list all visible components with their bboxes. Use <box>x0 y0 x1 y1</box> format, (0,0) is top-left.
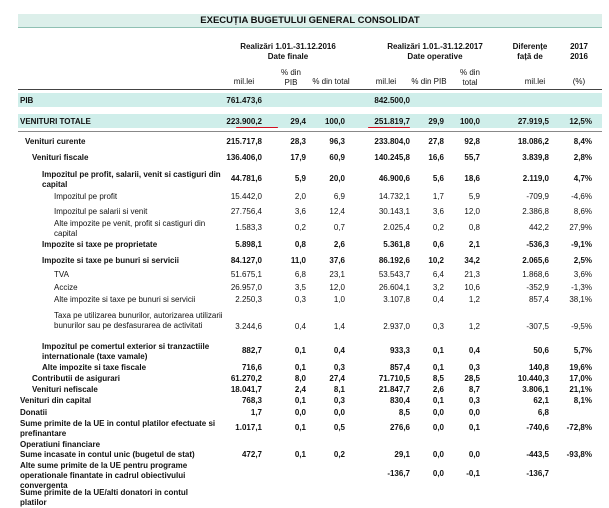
cell-ratio: 17,0% <box>569 374 592 383</box>
cell-diff: 6,8 <box>537 408 549 417</box>
cell-diff: -443,5 <box>526 450 549 459</box>
cell-p2017: 8,5 <box>432 374 444 383</box>
cell-p2017: 0,0 <box>432 408 444 417</box>
cell-v2017: 3.107,8 <box>383 295 410 304</box>
cell-v2017: 233.804,0 <box>374 137 410 146</box>
cell-t2017: 18,6 <box>464 174 480 183</box>
cell-t2016: 1,0 <box>333 295 345 304</box>
cell-p2017: 0,0 <box>432 423 444 432</box>
cell-p2016: 6,8 <box>294 270 306 279</box>
cell-diff: -740,6 <box>526 423 549 432</box>
header-divider <box>18 89 602 90</box>
header-ratio <box>560 42 598 62</box>
row-label: Impozitul pe comertul exterior si tranzactiile internationale (taxe vamale) <box>42 342 210 361</box>
cell-t2016: 2,6 <box>333 240 345 249</box>
cell-diff: 3.839,8 <box>522 153 549 162</box>
row-label: Impozitul pe profit <box>54 192 118 201</box>
cell-t2016: 0,5 <box>333 423 345 432</box>
cell-v2017: 86.192,6 <box>378 256 410 265</box>
cell-v2016: 18.041,7 <box>230 385 262 394</box>
subheader-pct-total-2017 <box>452 68 488 88</box>
subheader-pct-ratio: (%) <box>572 77 586 86</box>
row-label: Alte impozite pe venit, profit si castiguri din capital <box>54 219 206 238</box>
row-label: TVA <box>54 270 69 279</box>
cell-p2016: 3,6 <box>294 207 306 216</box>
cell-v2016: 882,7 <box>241 346 262 355</box>
cell-v2017: 830,4 <box>389 396 410 405</box>
cell-t2016: 0,3 <box>333 396 345 405</box>
cell-p2016: 0,2 <box>294 223 306 232</box>
cell-diff: -307,5 <box>526 322 549 331</box>
cell-v2017: 5.361,8 <box>383 240 410 249</box>
cell-v2016: 223.900,2 <box>226 117 262 126</box>
cell-t2017: 0,8 <box>468 223 480 232</box>
red-underline-2017 <box>368 127 410 128</box>
cell-t2016: 23,1 <box>329 270 345 279</box>
cell-v2017: 21.847,7 <box>378 385 410 394</box>
cell-v2016: 44.781,6 <box>230 174 262 183</box>
cell-t2017: 1,2 <box>468 322 480 331</box>
cell-v2016: 3.244,6 <box>235 322 262 331</box>
cell-t2016: 0,7 <box>333 223 345 232</box>
row-label: Venituri din capital <box>20 396 92 405</box>
cell-t2016: 0,0 <box>333 408 345 417</box>
row-label: Venituri fiscale <box>32 153 89 162</box>
row-label: Venituri curente <box>25 137 86 146</box>
header-diff <box>500 42 560 62</box>
cell-t2017: 100,0 <box>459 117 480 126</box>
red-underline-2016 <box>236 127 278 128</box>
cell-p2017: 6,4 <box>432 270 444 279</box>
row-label: Alte impozite si taxe fiscale <box>42 363 147 372</box>
cell-t2016: 37,6 <box>329 256 345 265</box>
cell-p2016: 0,1 <box>294 423 306 432</box>
row-label: Taxa pe utilizarea bunurilor, autorizarea utilizarii bunurilor sau pe desfasurarea de activitati <box>54 311 223 330</box>
cell-v2017: 2.025,4 <box>383 223 410 232</box>
cell-v2016: 61.270,2 <box>230 374 262 383</box>
cell-v2017: 46.900,6 <box>378 174 410 183</box>
cell-v2017: 276,6 <box>389 423 410 432</box>
cell-p2017: 27,8 <box>428 137 444 146</box>
cell-diff: 62,1 <box>533 396 549 405</box>
cell-t2016: 8,1 <box>333 385 345 394</box>
subheader-pct-pib-2017: % din PIB <box>411 77 447 86</box>
cell-ratio: -9,5% <box>571 322 592 331</box>
subheader-millei-2017: mil.lei <box>375 77 397 86</box>
cell-v2016: 2.250,3 <box>235 295 262 304</box>
cell-v2016: 15.442,0 <box>230 192 262 201</box>
cell-v2016: 5.898,1 <box>235 240 262 249</box>
header-2016 <box>218 42 358 62</box>
cell-p2016: 0,1 <box>294 346 306 355</box>
cell-ratio: 5,7% <box>573 346 592 355</box>
cell-ratio: 8,6% <box>573 207 592 216</box>
cell-diff: 50,6 <box>533 346 549 355</box>
cell-p2017: 5,6 <box>432 174 444 183</box>
cell-v2017: 933,3 <box>389 346 410 355</box>
cell-diff: 27.919,5 <box>517 117 549 126</box>
cell-v2016: 215.717,8 <box>226 137 262 146</box>
cell-p2016: 0,3 <box>294 295 306 304</box>
subheader-millei-2016: mil.lei <box>233 77 255 86</box>
cell-v2016: 1.017,1 <box>235 423 262 432</box>
cell-ratio: -93,8% <box>566 450 592 459</box>
cell-v2016: 136.406,0 <box>226 153 262 162</box>
cell-diff: -536,3 <box>526 240 549 249</box>
cell-ratio: 2,8% <box>573 153 592 162</box>
subheader-pct-total-2017-b: total <box>462 78 478 87</box>
row-label: Impozite si taxe pe proprietate <box>42 240 158 249</box>
cell-ratio: 2,5% <box>573 256 592 265</box>
cell-p2016: 17,9 <box>290 153 306 162</box>
subheader-pct-pib-2016-a: % din <box>280 68 301 77</box>
cell-ratio: 3,6% <box>573 270 592 279</box>
row-label: Sume primite de la UE in contul platilor efectuate si prefinantare <box>20 419 216 438</box>
cell-p2016: 0,8 <box>294 240 306 249</box>
cell-ratio: -1,3% <box>571 283 592 292</box>
cell-t2017: 0,0 <box>468 408 480 417</box>
cell-t2017: 21,3 <box>464 270 480 279</box>
cell-ratio: 12,5% <box>569 117 592 126</box>
cell-p2016: 2,0 <box>294 192 306 201</box>
cell-p2017: 0,4 <box>432 295 444 304</box>
cell-p2016: 11,0 <box>290 256 306 265</box>
cell-diff: 18.086,2 <box>517 137 549 146</box>
cell-t2017: 0,1 <box>468 423 480 432</box>
cell-v2017: 842.500,0 <box>374 96 410 105</box>
cell-p2017: 1,7 <box>432 192 444 201</box>
cell-v2016: 27.756,4 <box>230 207 262 216</box>
header-2016-line1: Realizări 1.01.-31.12.2016 <box>240 42 336 51</box>
header-2017 <box>365 42 505 62</box>
cell-diff: -136,7 <box>526 469 549 478</box>
row-label: Alte sume primite de la UE pentru programe operationale finantate in cadrul obiectivului convergenta <box>20 461 188 490</box>
row-label: Alte impozite si taxe pe bunuri si servicii <box>54 295 196 304</box>
cell-diff: 3.806,1 <box>522 385 549 394</box>
cell-v2016: 1,7 <box>250 408 262 417</box>
cell-p2017: 10,2 <box>428 256 444 265</box>
cell-diff: 442,2 <box>528 223 549 232</box>
cell-ratio: 8,4% <box>573 137 592 146</box>
cell-v2017: 2.937,0 <box>383 322 410 331</box>
cell-v2017: 857,4 <box>389 363 410 372</box>
cell-v2017: 53.543,7 <box>378 270 410 279</box>
cell-p2016: 0,0 <box>294 408 306 417</box>
cell-t2017: 0,4 <box>468 346 480 355</box>
row-label: Accize <box>54 283 78 292</box>
cell-p2016: 8,0 <box>294 374 306 383</box>
cell-t2016: 60,9 <box>329 153 345 162</box>
subheader-pct-pib-2016 <box>276 68 306 88</box>
cell-p2016: 3,5 <box>294 283 306 292</box>
header-diff-line1: Diferențe <box>512 42 548 51</box>
cell-ratio: -72,8% <box>566 423 592 432</box>
header-ratio-line2: 2016 <box>570 52 588 61</box>
cell-p2016: 0,1 <box>294 396 306 405</box>
cell-diff: 1.868,6 <box>522 270 549 279</box>
cell-t2016: 6,9 <box>333 192 345 201</box>
row-label: Contributii de asigurari <box>32 374 121 383</box>
cell-t2016: 12,0 <box>329 283 345 292</box>
cell-t2016: 100,0 <box>324 117 345 126</box>
cell-diff: 10.440,3 <box>517 374 549 383</box>
cell-t2017: 5,9 <box>468 192 480 201</box>
subheader-millei-diff: mil.lei <box>524 77 546 86</box>
row-label: Venituri nefiscale <box>32 385 98 394</box>
cell-t2017: 0,3 <box>468 396 480 405</box>
cell-ratio: 19,6% <box>569 363 592 372</box>
cell-ratio: -9,1% <box>571 240 592 249</box>
cell-diff: -352,9 <box>526 283 549 292</box>
cell-v2016: 472,7 <box>241 450 262 459</box>
cell-t2016: 12,4 <box>329 207 345 216</box>
cell-p2017: 0,0 <box>432 469 444 478</box>
cell-t2017: 55,7 <box>464 153 480 162</box>
cell-ratio: 8,1% <box>573 396 592 405</box>
row-label: Sume primite de la UE/alti donatori in contul platilor <box>20 488 189 507</box>
cell-ratio: 27,9% <box>569 223 592 232</box>
row-label: PIB <box>20 96 34 105</box>
cell-t2016: 0,3 <box>333 363 345 372</box>
cell-p2016: 5,9 <box>294 174 306 183</box>
cell-ratio: 21,1% <box>569 385 592 394</box>
cell-p2017: 29,9 <box>428 117 444 126</box>
cell-t2017: 1,2 <box>468 295 480 304</box>
row-label: Sume incasate in contul unic (bugetul de stat) <box>20 450 195 459</box>
row-label: Donatii <box>20 408 48 417</box>
cell-t2016: 0,4 <box>333 346 345 355</box>
cell-v2017: 26.604,1 <box>378 283 410 292</box>
header-2017-line2: Date operative <box>407 52 463 61</box>
cell-t2017: 12,0 <box>464 207 480 216</box>
cell-t2017: 2,1 <box>468 240 480 249</box>
cell-diff: -709,9 <box>526 192 549 201</box>
cell-t2016: 96,3 <box>329 137 345 146</box>
cell-t2016: 20,0 <box>329 174 345 183</box>
cell-v2017: 29,1 <box>394 450 410 459</box>
cell-p2017: 0,2 <box>432 223 444 232</box>
cell-v2016: 84.127,0 <box>230 256 262 265</box>
cell-v2016: 1.583,3 <box>235 223 262 232</box>
cell-t2016: 0,2 <box>333 450 345 459</box>
cell-p2017: 0,1 <box>432 363 444 372</box>
row-label: Impozitul pe profit, salarii, venit si castiguri din capital <box>42 170 221 189</box>
cell-v2016: 768,3 <box>241 396 262 405</box>
cell-p2016: 0,4 <box>294 322 306 331</box>
cell-p2016: 0,1 <box>294 363 306 372</box>
cell-v2017: 8,5 <box>398 408 410 417</box>
cell-diff: 2.119,0 <box>522 174 549 183</box>
cell-t2017: -0,1 <box>466 469 480 478</box>
cell-p2017: 0,1 <box>432 396 444 405</box>
cell-t2017: 10,6 <box>464 283 480 292</box>
cell-diff: 2.386,8 <box>522 207 549 216</box>
cell-diff: 140,8 <box>528 363 549 372</box>
cell-v2016: 26.957,0 <box>230 283 262 292</box>
subheader-pct-pib-2016-b: PIB <box>284 78 298 87</box>
cell-v2016: 51.675,1 <box>230 270 262 279</box>
cell-diff: 2.065,6 <box>522 256 549 265</box>
cell-t2016: 27,4 <box>329 374 345 383</box>
cell-ratio: 4,7% <box>573 174 592 183</box>
row-label: VENITURI TOTALE <box>20 117 91 126</box>
row-label: Impozite si taxe pe bunuri si servicii <box>42 256 179 265</box>
header-diff-line2: față de <box>517 52 543 61</box>
cell-t2017: 0,3 <box>468 363 480 372</box>
cell-v2017: 140.245,8 <box>374 153 410 162</box>
cell-v2017: -136,7 <box>387 469 410 478</box>
subheader-pct-total-2016: % din total <box>312 77 350 86</box>
cell-p2017: 0,3 <box>432 322 444 331</box>
header-ratio-line1: 2017 <box>570 42 588 51</box>
cell-t2017: 34,2 <box>464 256 480 265</box>
total-divider <box>18 131 602 132</box>
cell-t2017: 28,5 <box>464 374 480 383</box>
header-2017-line1: Realizări 1.01.-31.12.2017 <box>387 42 483 51</box>
cell-ratio: -4,6% <box>571 192 592 201</box>
cell-p2017: 0,0 <box>432 450 444 459</box>
document-title: EXECUȚIA BUGETULUI GENERAL CONSOLIDAT <box>18 14 602 28</box>
cell-t2017: 0,0 <box>468 450 480 459</box>
cell-p2017: 3,6 <box>432 207 444 216</box>
cell-diff: 857,4 <box>528 295 549 304</box>
cell-p2017: 0,6 <box>432 240 444 249</box>
cell-p2017: 0,1 <box>432 346 444 355</box>
cell-p2017: 16,6 <box>428 153 444 162</box>
cell-p2017: 2,6 <box>432 385 444 394</box>
cell-v2017: 251.819,7 <box>374 117 410 126</box>
cell-ratio: 38,1% <box>569 295 592 304</box>
cell-p2016: 0,1 <box>294 450 306 459</box>
cell-p2016: 28,3 <box>290 137 306 146</box>
cell-v2016: 716,6 <box>241 363 262 372</box>
row-label: Operatiuni financiare <box>20 440 101 449</box>
cell-p2016: 2,4 <box>294 385 306 394</box>
cell-v2017: 30.143,1 <box>378 207 410 216</box>
header-2016-line2: Date finale <box>267 52 309 61</box>
row-label: Impozitul pe salarii si venit <box>54 207 148 216</box>
cell-v2016: 761.473,6 <box>226 96 262 105</box>
cell-p2017: 3,2 <box>432 283 444 292</box>
cell-t2017: 92,8 <box>464 137 480 146</box>
cell-t2016: 1,4 <box>333 322 345 331</box>
subheader-pct-total-2017-a: % din <box>459 68 480 77</box>
cell-t2017: 8,7 <box>468 385 480 394</box>
cell-v2017: 14.732,1 <box>378 192 410 201</box>
cell-p2016: 29,4 <box>290 117 306 126</box>
cell-v2017: 71.710,5 <box>378 374 410 383</box>
